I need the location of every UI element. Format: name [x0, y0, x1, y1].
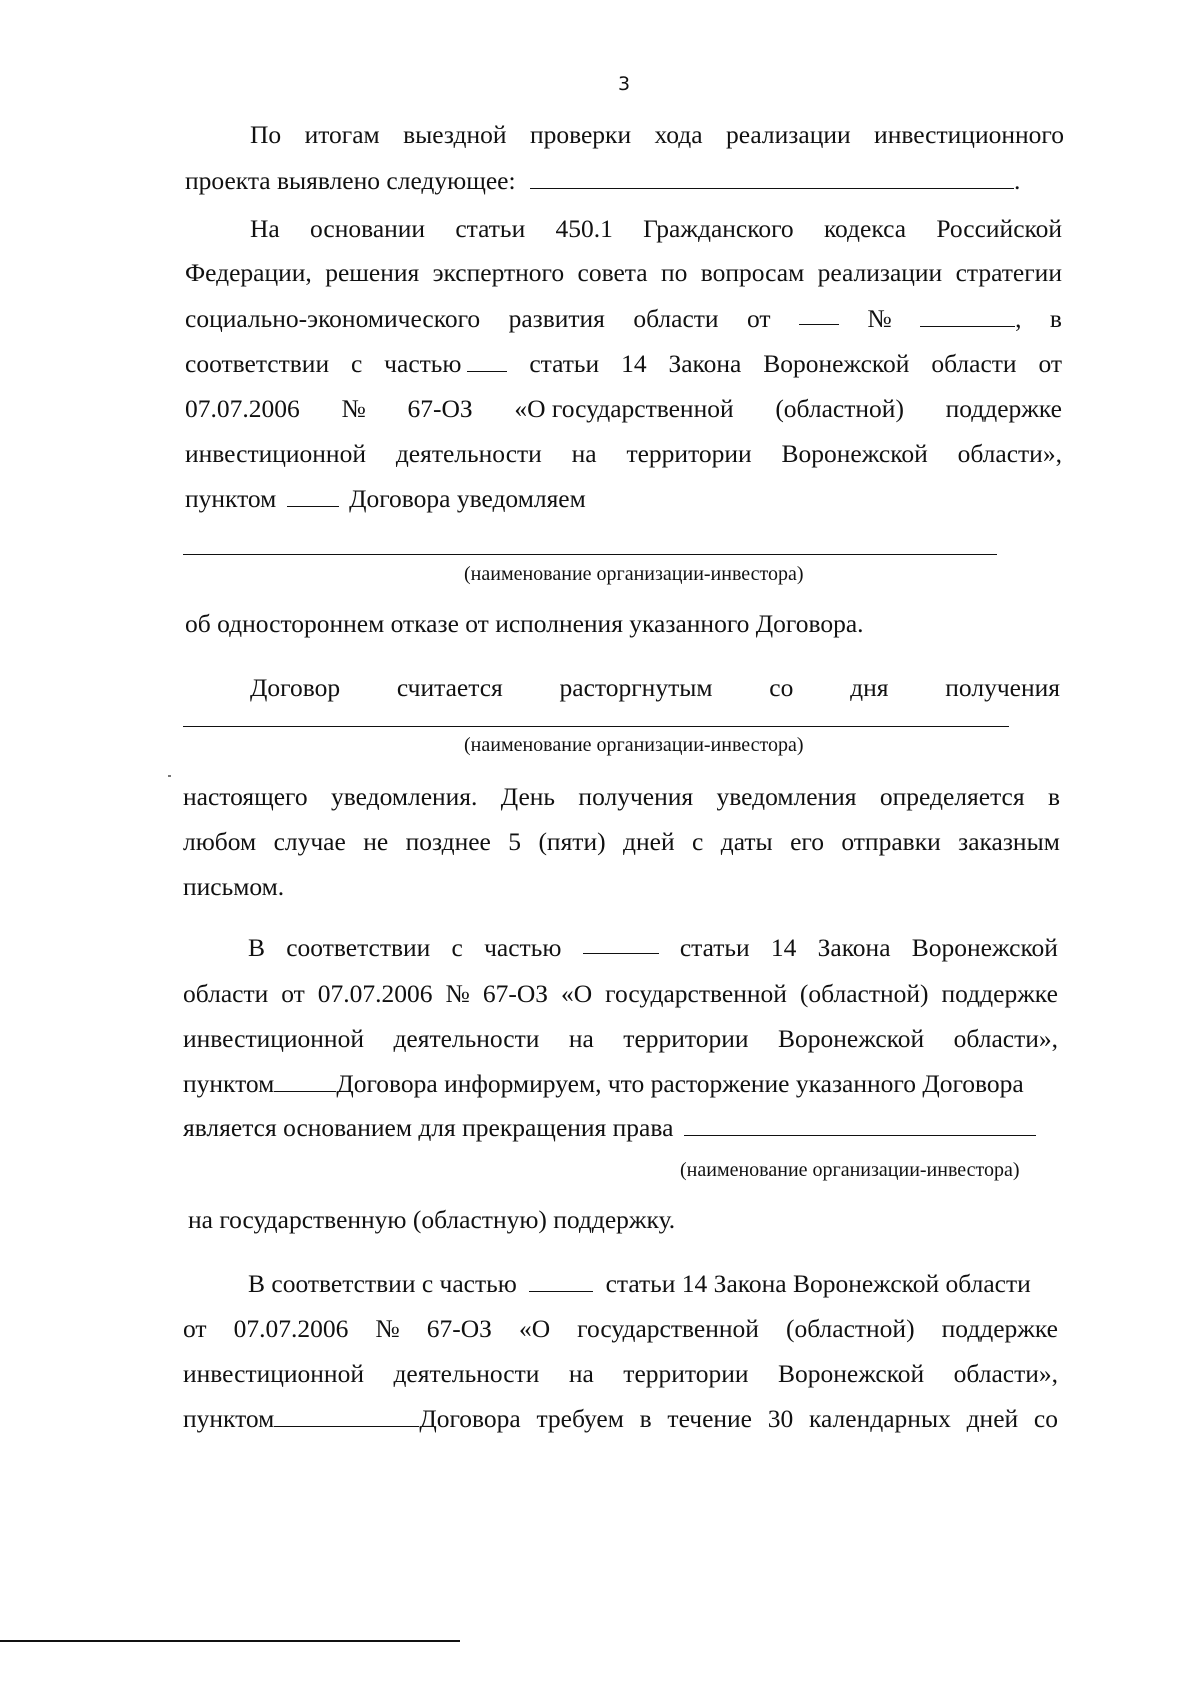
blank-council-date[interactable]	[799, 304, 839, 325]
p4-line-2-word: уведомления.	[330, 782, 478, 811]
p2-line-3-end: в	[1049, 304, 1062, 333]
p7-line-2-word: «О	[518, 1314, 551, 1343]
p4-line-2-word: День	[500, 782, 556, 811]
blank-council-number[interactable]	[920, 306, 1015, 327]
p5-line-2-word: №	[445, 979, 470, 1008]
p2-line-4-w4: статьи	[529, 349, 600, 378]
p1-line-1	[250, 120, 1064, 150]
p2-line-5-word: 07.07.2006	[185, 394, 300, 423]
p2-line-2	[185, 258, 1062, 288]
p2-line-4	[185, 349, 1062, 379]
p2-line-4-w6: Закона	[668, 349, 742, 378]
p2-line-6-word: территории	[626, 439, 752, 468]
p4-line-2-word: получения	[578, 782, 694, 811]
p1-line-1-word: итогам	[304, 120, 380, 149]
p5-line-1-w4: частью	[484, 933, 562, 962]
p2-line-2-word: решения	[325, 258, 420, 287]
p5-line-2-word: области	[183, 979, 269, 1008]
p5-line-2-word: 67-ОЗ	[482, 979, 549, 1008]
p7-line-4-w5: течение	[667, 1404, 753, 1433]
p4-line-2	[183, 782, 1060, 812]
p5-line-3-word: инвестиционной	[183, 1024, 364, 1053]
p4-line-2-word: уведомления	[716, 782, 857, 811]
p7-line-4-w1: пунктом	[183, 1404, 275, 1433]
p1-line-2	[185, 166, 1020, 196]
p1-line-1-word: проверки	[529, 120, 632, 149]
p2-line-4-w1: соответствии	[185, 349, 330, 378]
p5-line-2-word: от	[281, 979, 305, 1008]
p4-line-3-word: отправки	[841, 827, 941, 856]
p4-line-1-word: дня	[850, 673, 889, 702]
investor-name-line-1[interactable]	[183, 554, 997, 555]
p4-line-4: письмом.	[183, 872, 285, 901]
p7-line-3-word: территории	[623, 1359, 749, 1388]
p5-line-2-word: государственной	[605, 979, 787, 1008]
p2-line-4-w8: области	[931, 349, 1017, 378]
blank-findings[interactable]	[530, 168, 1014, 189]
p4-line-3-word: любом	[183, 827, 257, 856]
p5-line-1-w1: В	[248, 933, 266, 962]
p2-line-1-word: основании	[310, 214, 426, 243]
p2-line-2-word: реализации	[817, 258, 943, 287]
p7-line-4-w6: 30	[767, 1404, 794, 1433]
p5-line-1	[248, 933, 1058, 963]
p5-line-2-word: «О	[561, 979, 593, 1008]
p2-line-1	[250, 214, 1062, 244]
p2-line-4-w5: 14	[621, 349, 647, 378]
p4-line-3	[183, 827, 1060, 857]
p2-line-4-w3: частью	[384, 349, 462, 378]
p2-line-2-word: экспертного	[432, 258, 565, 287]
p4-line-3-word: дней	[623, 827, 675, 856]
p5-line-3-word: на	[568, 1024, 594, 1053]
p5-line-1-w3: с	[451, 933, 463, 962]
p5-line-2	[183, 979, 1058, 1009]
p2-line-1-word: Гражданского	[643, 214, 794, 243]
p7-line-1	[248, 1269, 1031, 1299]
p4-line-3-word: даты	[720, 827, 773, 856]
p2-line-5-word: поддержке	[945, 394, 1062, 423]
p4-line-3-word: с	[692, 827, 704, 856]
investor-caption-1: (наименование организации-инвестора)	[464, 563, 804, 585]
p1-line-1-word: реализации	[726, 120, 851, 149]
p5-line-4-w1: пунктом	[183, 1069, 275, 1098]
p7-line-3-word: деятельности	[393, 1359, 540, 1388]
p4-line-3-word: 5	[508, 827, 522, 856]
p7-line-2-word: от	[183, 1314, 207, 1343]
p2-line-5-word: «О государственной	[514, 394, 734, 423]
p2-line-1-word: Российской	[936, 214, 1062, 243]
p7-line-4	[183, 1404, 1058, 1434]
p4-line-3-word: его	[790, 827, 824, 856]
p2-line-1-word: 450.1	[555, 214, 613, 243]
p4-line-1-word: расторгнутым	[559, 673, 713, 702]
p2-line-1-word: кодекса	[823, 214, 907, 243]
p2-line-3-w3: области	[633, 304, 719, 333]
p2-line-5-word: №	[341, 394, 366, 423]
p1-line-1-word: По	[250, 120, 282, 149]
p2-line-7	[185, 484, 586, 514]
p1-line-2-text: проекта выявлено следующее:	[185, 166, 516, 195]
p5-line-5	[183, 1113, 1036, 1143]
investor-caption-3: (наименование организации-инвестора)	[680, 1159, 1020, 1181]
p5-line-5-text: является основанием для прекращения права	[183, 1113, 674, 1142]
footnote-separator	[0, 1640, 460, 1642]
p2-line-6-word: области»,	[957, 439, 1062, 468]
p5-line-3-word: деятельности	[393, 1024, 540, 1053]
p7-line-4-w3: требуем	[536, 1404, 624, 1433]
p2-line-6-word: на	[571, 439, 597, 468]
p2-line-5-word: 67-ОЗ	[407, 394, 473, 423]
p7-line-4-w9: со	[1033, 1404, 1058, 1433]
p5-line-1-w8: Воронежской	[911, 933, 1058, 962]
p4-line-3-word: заказным	[958, 827, 1060, 856]
p4-line-3-word: не	[363, 827, 389, 856]
p5-line-3-word: территории	[623, 1024, 749, 1053]
p4-line-1-word: считается	[396, 673, 503, 702]
p2-line-3-number-sign: №	[867, 304, 892, 333]
p5-line-1-w5: статьи	[679, 933, 750, 962]
blank-investor-name-3[interactable]	[684, 1115, 1036, 1136]
p2-line-6	[185, 439, 1062, 469]
p2-line-7-w2: Договора уведомляем	[349, 484, 586, 513]
p7-line-2-word: 67-ОЗ	[426, 1314, 492, 1343]
blank-contract-clause-1[interactable]	[287, 486, 339, 507]
p2-line-2-word: по	[660, 258, 688, 287]
p4-line-1	[250, 673, 1060, 703]
p4-line-2-word: в	[1047, 782, 1060, 811]
p1-line-2-end: .	[1013, 166, 1021, 195]
investor-name-line-2[interactable]	[183, 726, 1009, 727]
p7-line-2-word: №	[375, 1314, 400, 1343]
p2-line-1-word: статьи	[455, 214, 526, 243]
p5-line-3-word: области»,	[953, 1024, 1058, 1053]
blank-law-part[interactable]	[467, 351, 507, 372]
p2-line-4-w7: Воронежской	[763, 349, 910, 378]
p7-line-4-w8: дней	[966, 1404, 1019, 1433]
p5-line-1-w6: 14	[770, 933, 797, 962]
p7-line-2-word: 07.07.2006	[233, 1314, 349, 1343]
p7-line-2	[183, 1314, 1058, 1344]
p7-line-3-word: Воронежской	[777, 1359, 925, 1388]
p2-line-6-word: деятельности	[395, 439, 542, 468]
p2-line-6-word: инвестиционной	[185, 439, 366, 468]
p2-line-2-word: стратегии	[955, 258, 1062, 287]
p7-line-4-w4: в	[639, 1404, 652, 1433]
p2-line-4-w9: от	[1038, 349, 1062, 378]
p1-line-1-word: инвестиционного	[874, 120, 1064, 149]
scan-speck	[168, 775, 171, 777]
p5-line-2-word: 07.07.2006	[317, 979, 433, 1008]
p2-line-2-word: вопросам	[700, 258, 805, 287]
p2-line-3-w1: социально-экономического	[185, 304, 481, 333]
p4-line-3-word: позднее	[405, 827, 491, 856]
p7-line-2-word: поддержке	[941, 1314, 1058, 1343]
p4-line-2-word: определяется	[879, 782, 1025, 811]
p7-line-2-word: государственной	[577, 1314, 759, 1343]
p1-line-1-word: выездной	[403, 120, 507, 149]
p2-line-5	[185, 394, 1062, 424]
blank-law-part-2[interactable]	[583, 933, 659, 954]
blank-contract-clause-2[interactable]	[274, 1071, 336, 1092]
p7-line-3	[183, 1359, 1058, 1389]
page-number: 3	[618, 73, 631, 95]
p7-line-4-w2: Договора	[419, 1404, 521, 1433]
p2-line-5-word: (областной)	[775, 394, 904, 423]
p5-line-3	[183, 1024, 1058, 1054]
p5-line-1-w2: соответствии	[286, 933, 431, 962]
blank-contract-clause-3[interactable]	[274, 1406, 419, 1427]
p5-line-3-word: Воронежской	[777, 1024, 925, 1053]
blank-law-part-3[interactable]	[529, 1271, 593, 1292]
p7-line-4-w7: календарных	[809, 1404, 951, 1433]
p4-line-1-word: со	[769, 673, 794, 702]
p2-line-3-w4: от	[746, 304, 771, 333]
p6-line: на государственную (областную) поддержку.	[188, 1205, 676, 1234]
p5-line-4-w2: Договора информируем, что расторжение указанного Договора	[336, 1069, 1024, 1098]
p5-line-2-word: поддержке	[941, 979, 1058, 1008]
p7-line-2-word: (областной)	[785, 1314, 915, 1343]
p2-line-7-w1: пунктом	[185, 484, 277, 513]
p5-line-4	[183, 1069, 1058, 1099]
p4-line-1-word: Договор	[250, 673, 341, 702]
p2-line-1-word: На	[250, 214, 280, 243]
p4-line-1-word: получения	[945, 673, 1060, 702]
p7-line-1-w2: статьи 14 Закона Воронежской области	[605, 1269, 1031, 1298]
p7-line-3-word: инвестиционной	[183, 1359, 364, 1388]
p4-line-3-word: случае	[273, 827, 346, 856]
investor-caption-2: (наименование организации-инвестора)	[464, 734, 804, 756]
p2-line-3-comma: ,	[1015, 304, 1022, 333]
p5-line-2-word: (областной)	[799, 979, 929, 1008]
p4-line-3-word: (пяти)	[538, 827, 606, 856]
p4-line-2-word: настоящего	[183, 782, 308, 811]
p2-line-3-w2: развития	[508, 304, 605, 333]
p7-line-3-word: на	[568, 1359, 594, 1388]
p5-line-1-w7: Закона	[817, 933, 891, 962]
p7-line-1-w1: В соответствии с частью	[248, 1269, 517, 1298]
p2-line-2-word: Федерации,	[185, 258, 312, 287]
p2-line-3	[185, 304, 1062, 334]
p2-line-2-word: совета	[577, 258, 648, 287]
p3-line: об одностороннем отказе от исполнения указанного Договора.	[185, 609, 864, 638]
p2-line-4-w2: с	[350, 349, 363, 378]
p2-line-6-word: Воронежской	[781, 439, 928, 468]
p7-line-3-word: области»,	[953, 1359, 1058, 1388]
p1-line-1-word: хода	[654, 120, 703, 149]
